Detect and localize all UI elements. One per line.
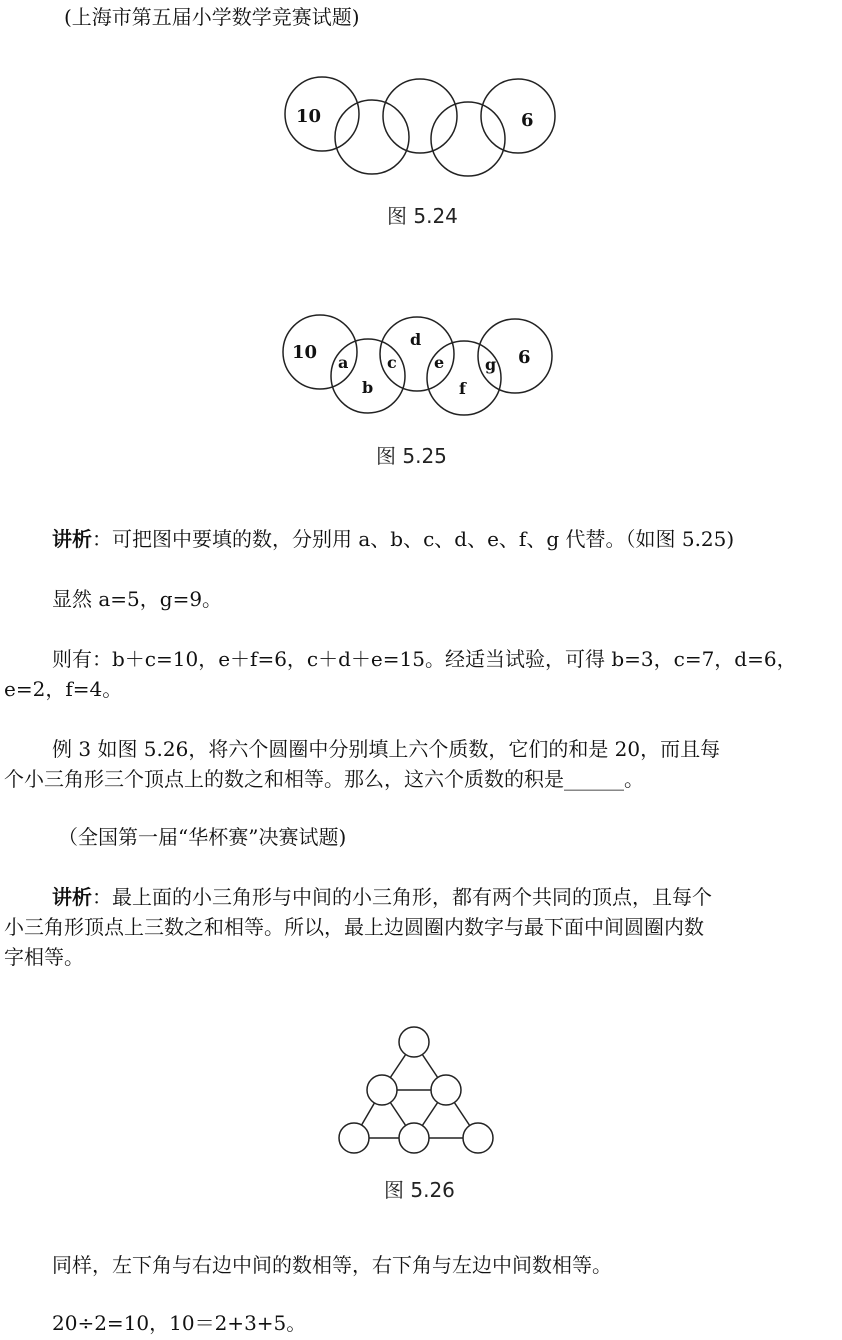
calc-line: 20÷2=10，10＝2+3+5。: [52, 1311, 307, 1335]
analysis-1: [0, 524, 842, 554]
fig525-label-right: 6: [518, 347, 531, 368]
fig525-label-left: 10: [292, 342, 318, 363]
fig526-circle-mid-right: [431, 1075, 461, 1105]
figure-5-26-caption: 图 5.26: [384, 1178, 455, 1202]
fig524-circle-5: [481, 79, 555, 153]
obvious-line: 显然 a=5，g=9。: [52, 587, 223, 611]
fig525-label-a: a: [338, 353, 349, 372]
figure-5-25-caption: 图 5.25: [376, 444, 447, 468]
fig525-label-d: d: [410, 330, 422, 349]
source-note-2: （全国第一届“华杯赛”决赛试题): [58, 825, 347, 849]
fig525-circle-2: [331, 339, 405, 413]
analysis-2-line-1: [0, 882, 842, 912]
analysis-2-line-3: 字相等。: [4, 945, 84, 969]
fig525-label-c: c: [387, 353, 397, 372]
figure-5-25: [280, 312, 560, 422]
analysis-2-line-2: 小三角形顶点上三数之和相等。所以，最上边圆圈内数字与最下面中间圆圈内数: [4, 915, 704, 939]
fig524-circle-2: [335, 100, 409, 174]
fig526-circle-bottom-middle: [399, 1123, 429, 1153]
analysis-1-label: 讲析: [52, 527, 92, 551]
fig525-label-e: e: [434, 353, 445, 372]
fig525-label-b: b: [362, 378, 374, 397]
source-note-1: (上海市第五届小学数学竞赛试题): [64, 5, 360, 29]
then-line-1: 则有：b＋c=10，e＋f=6，c＋d＋e=15。经适当试验，可得 b=3，c=7，d=6，: [52, 647, 797, 671]
fig526-circle-bottom-left: [339, 1123, 369, 1153]
figure-5-26: [334, 1024, 498, 1164]
same-line: 同样，左下角与右边中间的数相等，右下角与左边中间数相等。: [52, 1253, 612, 1277]
example-line-1: 例 3 如图 5.26，将六个圆圈中分别填上六个质数，它们的和是 20，而且每: [52, 737, 721, 761]
analysis-2-text-1: ：最上面的小三角形与中间的小三角形，都有两个共同的顶点，且每个: [92, 885, 712, 909]
fig525-label-g: g: [485, 355, 497, 374]
figure-5-24: [280, 74, 560, 184]
then-line-2: e=2，f=4。: [4, 677, 123, 701]
fig524-label-left: 10: [296, 106, 322, 127]
analysis-1-text: ：可把图中要填的数，分别用 a、b、c、d、e、f、g 代替。（如图 5.25): [92, 527, 735, 551]
fig525-label-f: f: [459, 379, 466, 398]
analysis-2-label: 讲析: [52, 885, 92, 909]
fig524-circle-3: [383, 79, 457, 153]
figure-5-24-caption: 图 5.24: [387, 204, 458, 228]
fig526-circle-top: [399, 1027, 429, 1057]
fig524-circle-4: [431, 102, 505, 176]
fig524-label-right: 6: [521, 110, 534, 131]
fig526-circle-bottom-right: [463, 1123, 493, 1153]
fig526-circle-mid-left: [367, 1075, 397, 1105]
example-line-2: 个小三角形三个顶点上的数之和相等。那么，这六个质数的积是______。: [4, 767, 644, 791]
